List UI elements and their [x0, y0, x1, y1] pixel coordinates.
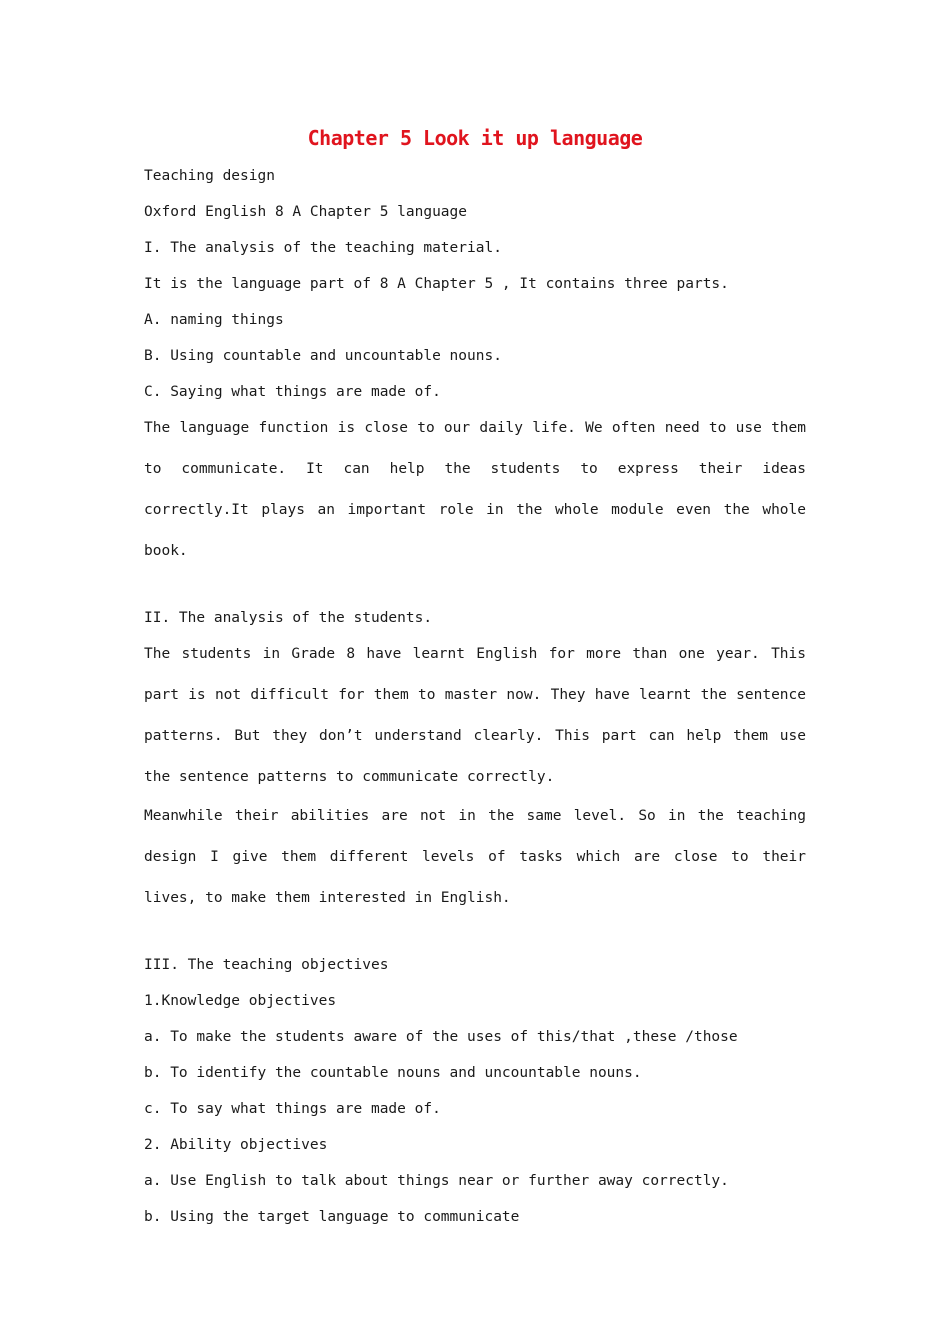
spacer: [144, 919, 806, 947]
text-contains-parts: It is the language part of 8 A Chapter 5 , It contains three parts.: [144, 276, 729, 292]
section-heading-objectives: III. The teaching objectives: [144, 957, 389, 973]
paragraph-students-2: Meanwhile their abilities are not in the same level. So in the teaching design I give them different levels of tasks which are close to their lives, to make them interested in English.: [144, 808, 806, 906]
objective-knowledge-c: c. To say what things are made of.: [144, 1101, 441, 1117]
document-page: [144, 122, 806, 1235]
document-title: Chapter 5 Look it up language: [307, 126, 643, 150]
objective-knowledge-b: b. To identify the countable nouns and uncountable nouns.: [144, 1065, 642, 1081]
list-item-a: A. naming things: [144, 312, 284, 328]
paragraph-language-function: The language function is close to our daily life. We often need to use them to communicate. It can help the students to express their ideas correctly.It plays an important role in the whole module even the whole book.: [144, 420, 806, 559]
section-heading-students: II. The analysis of the students.: [144, 610, 433, 626]
list-item-b: B. Using countable and uncountable nouns.: [144, 348, 502, 364]
list-item-c: C. Saying what things are made of.: [144, 384, 441, 400]
objective-ability-a: a. Use English to talk about things near or further away correctly.: [144, 1173, 729, 1189]
text-teaching-design: Teaching design: [144, 168, 275, 184]
objective-knowledge: 1.Knowledge objectives: [144, 993, 337, 1009]
objective-ability: 2. Ability objectives: [144, 1137, 328, 1153]
objective-ability-b: b. Using the target language to communicate: [144, 1209, 520, 1225]
section-heading-material: I. The analysis of the teaching material.: [144, 240, 502, 256]
spacer: [144, 572, 806, 600]
objective-knowledge-a: a. To make the students aware of the uses of this/that ,these /those: [144, 1029, 738, 1045]
text-course: Oxford English 8 A Chapter 5 language: [144, 204, 468, 220]
paragraph-students-1: The students in Grade 8 have learnt English for more than one year. This part is not difficult for them to master now. They have learnt the sentence patterns. But they don’t understand clearly. This part can help them use the sentence patterns to communicate correctly.: [144, 646, 806, 785]
